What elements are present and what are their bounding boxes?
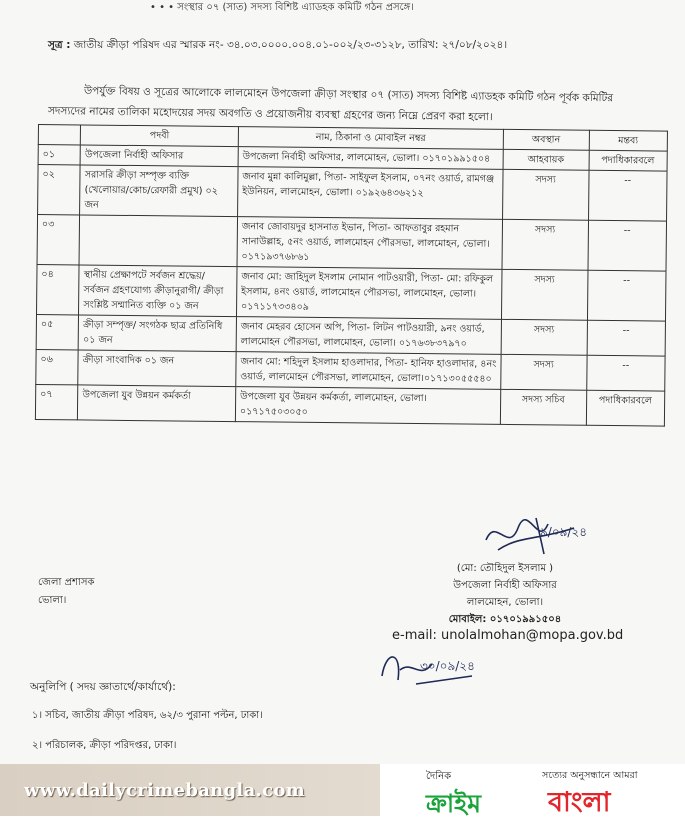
cell-role: সদস্য সচিব xyxy=(500,389,586,425)
cell-role: আহবায়ক xyxy=(503,149,589,170)
cell-role: সদস্য xyxy=(502,169,588,220)
banner-url-strip xyxy=(0,764,380,816)
copy-title: অনুলিপি ( সদয় জ্ঞাতার্থে/কার্যার্থে): xyxy=(30,681,176,693)
signature-date: ৯/০৯/২৪ xyxy=(540,525,588,539)
cell-remark: পদাধিকারবলে xyxy=(586,390,665,426)
cell-position: উপজেলা নির্বাহী অফিসার xyxy=(80,145,238,167)
brand-tagline: সত্যের অনুসন্ধানে আমরা xyxy=(542,770,638,781)
cell-name: জনাব মেহরব হোসেন অপি, পিতা- লিটন পাটওয়ারী, ৯নং ওয়ার্ড, লালমোহন পৌরসভা, লালমোহন, ভোলা। ০১৭৬৩৮৩৭৯৭০ xyxy=(236,317,501,355)
site-url: www.dailycrimebangla.com xyxy=(24,780,306,801)
signatory-location: লালমোহন, ভোলা। xyxy=(466,597,544,608)
cell-role: সদস্য xyxy=(501,354,587,390)
cell-serial: ০২ xyxy=(38,165,81,215)
initial-signature-icon xyxy=(376,640,486,690)
cell-position xyxy=(79,215,237,267)
header-remark: মন্তব্য xyxy=(589,130,668,151)
cell-serial: ০৭ xyxy=(35,384,78,419)
body-paragraph-2: সদস্যদের নামের তালিকা মহোদয়ের সদয় অবগতি ও প্রয়োজনীয় ব্যবস্থা গ্রহণের জন্য নিম্নে প্রেরণ করা হলো। xyxy=(47,105,493,124)
cell-name: জনাব মুন্না কালিমুল্লা, পিতা- সাইফুল ইসলাম, ০৭নং ওয়ার্ড, রামগঞ্জ ইউনিয়ন, লালমোহন, ভোলা। ০১৯২৬৪৩৬২১২ xyxy=(237,167,502,220)
cell-position: স্থানীয় প্রেক্ষাপটে সর্বজন শ্রদ্ধেয়/ সর্বজন গ্রহণযোগ্য ক্রীড়ানুরাগী/ ক্রীড়া সংশ্লিষ্ট সম্মানিত ব্যক্তি ০১ জন xyxy=(79,265,237,317)
header-role: অবস্থান xyxy=(503,129,589,150)
header-serial xyxy=(38,125,81,145)
cell-name: জনাব মো: জাহিদুল ইসলাম নোমান পাটওয়ারী, পিতা- মো: রফিকুল ইসলাম, ৪নং ওয়ার্ড, লালমোহন পৌরসভা, লালমোহন, ভোলা। ০১৭১১৭৩৩৪০৯ xyxy=(236,267,501,320)
cell-role: সদস্য xyxy=(501,319,587,355)
signatory-email: e-mail: unolalmohan@mopa.gov.bd xyxy=(392,628,624,643)
watermark-banner xyxy=(0,764,685,824)
cell-remark: -- xyxy=(588,170,667,221)
signatory-mobile: মোবাইল: ০১৭০১৯৯১৫০৪ xyxy=(448,614,562,625)
cell-position: উপজেলা যুব উন্নয়ন কর্মকর্তা xyxy=(78,385,236,422)
cell-role: সদস্য xyxy=(501,269,587,320)
cell-name: উপজেলা নির্বাহী অফিসার, লালমোহন, ভোলা। ০১৭০১৯৯১৫০৪ xyxy=(238,147,503,170)
recipient-place: ভোলা। xyxy=(38,595,67,606)
reference-label: সূত্র : xyxy=(48,39,71,51)
copy-item: ২। পরিচালক, ক্রীড়া পরিদপ্তর, ঢাকা। xyxy=(32,740,177,751)
cell-position: সরাসরি ক্রীড়া সম্পৃক্ত ব্যক্তি (খেলোয়ার/কোচ/রেফারী প্রমুখ) ০২ জন xyxy=(80,165,238,217)
signatory-name: (মো: তৌহিদুল ইসলাম ) xyxy=(456,563,554,574)
reference-text: জাতীয় ক্রীড়া পরিষদ এর স্মারক নং- ৩৪.০৩.০০০০.০০৪.০১-০০২/২৩-৩১২৮, তারিখ: ২৭/০৮/২০২৪। xyxy=(73,39,508,51)
header-position: পদবী xyxy=(81,125,239,147)
table-row xyxy=(37,264,666,321)
reference-line xyxy=(48,38,507,55)
cell-serial: ০৪ xyxy=(37,264,80,314)
cell-position: ক্রীড়া সাংবাদিক ০১ জন xyxy=(78,350,236,387)
cell-name: উপজেলা যুব উন্নয়ন কর্মকর্তা, লালমোহন, ভোলা। ০১৭১৭৫০৩০৫০ xyxy=(235,387,500,425)
copy-item: ১। সচিব, জাতীয় ক্রীড়া পরিষদ, ৬২/৩ পুরানা পল্টন, ঢাকা। xyxy=(32,710,263,721)
table-row xyxy=(38,165,667,222)
signature-scribble-icon xyxy=(478,510,588,562)
cell-role: সদস্য xyxy=(502,219,588,270)
recipient-title: জেলা প্রশাসক xyxy=(38,577,95,588)
subject-line: • • • সংস্থার ০৭ (সাত) সদস্য বিশিষ্ট এ্যাডহক কমিটি গঠন প্রসঙ্গে। xyxy=(150,2,414,13)
cell-remark: -- xyxy=(587,270,666,321)
brand-bangla: বাংলা xyxy=(548,787,611,818)
cell-serial: ০৬ xyxy=(36,349,79,384)
recipient-block xyxy=(38,574,94,610)
brand-crime: ক্রাইম xyxy=(426,789,482,818)
table-row xyxy=(37,215,666,272)
cell-serial: ০৫ xyxy=(36,314,79,349)
committee-table xyxy=(35,124,668,427)
brand-logo xyxy=(380,764,685,824)
cell-remark: পদাধিকারবলে xyxy=(589,150,668,171)
cell-serial: ০১ xyxy=(38,145,81,165)
brand-dainik: দৈনিক xyxy=(426,771,452,782)
header-name: নাম, ঠিকানা ও মোবাইল নম্বর xyxy=(238,127,503,150)
cell-serial: ০৩ xyxy=(37,215,80,265)
cell-remark: -- xyxy=(587,320,666,356)
signatory-designation: উপজেলা নির্বাহী অফিসার xyxy=(453,580,557,591)
cell-position: ক্রীড়া সম্পৃক্ত/ সংগঠক ছাত্র প্রতিনিধি ০১ জন xyxy=(78,315,236,352)
cell-remark: -- xyxy=(586,355,665,391)
cell-name: জনাব মো: শহিদুল ইসলাম হাওলাদার, পিতা- হানিফ হাওলাদার, ৪নং ওয়ার্ড, লালমোহন পৌরসভা, লালমোহন, ভোলা।০১৭১৩০৫৫৫৪০ xyxy=(236,352,501,390)
table-row xyxy=(35,384,664,426)
body-paragraph-1: উপর্যুক্ত বিষয় ও সূত্রের আলোকে লালমোহন উপজেলা ক্রীড়া সংস্থার ০৭ (সাত) সদস্য বিশিষ্ট এ্যাডহক কমিটি গঠন পূর্বক কমিটির xyxy=(83,85,614,105)
cell-remark: -- xyxy=(587,220,666,271)
cell-name: জনাব জোবায়দুর হাসনাত ইভান, পিতা- আফতাবুর রহমান সানাউল্লাহ, ৫নং ওয়ার্ড, লালমোহন পৌরসভা, লালমোহন, ভোলা। ০১৭১৯৩৭৬৮৬১ xyxy=(237,217,502,270)
initial-date: ৩০/০৯/২৪ xyxy=(420,659,475,673)
signature-block xyxy=(430,560,580,628)
